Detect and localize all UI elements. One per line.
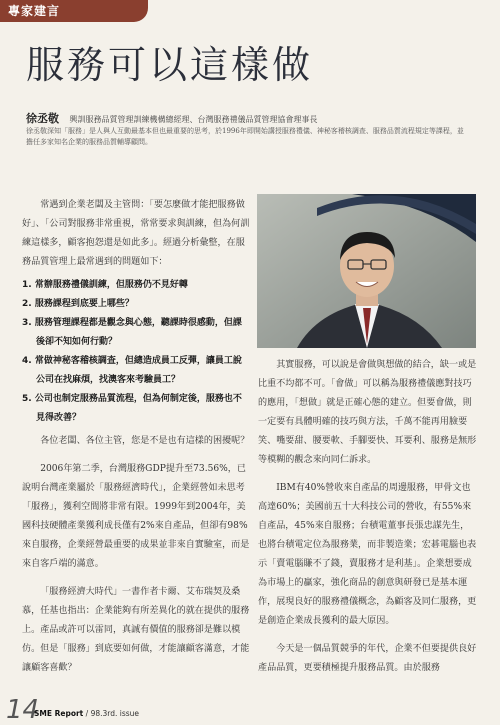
intro-paragraph: 常遇到企業老闆及主管問：「要怎麼做才能把服務做好」、「公司對服務非常重視，常常要求與訓練，但為何訓練這樣多，顧客抱怨還是如此多」。經過分析彙整，在服務品質管理上最常遇到的問題如下： bbox=[22, 200, 250, 267]
question-item-1: 1. 常辦服務禮儀訓練，但服務仍不見好轉 bbox=[22, 280, 188, 290]
page-footer bbox=[0, 695, 500, 725]
author-name: 徐丞敬 bbox=[26, 112, 59, 125]
body-paragraph-3: 「服務經濟大時代」一書作者卡爾、艾布瑞契及桑慕，任基也指出：企業能夠有所差異化的就在提供的服務上。產品或許可以雷同，真誠有價值的服務卻是難以模仿。但是「服務」到底要如何做，才能讓顧客滿意，才能讓顧客喜歡？ bbox=[22, 587, 250, 673]
question-item-3: 3. 服務管理課程都是觀念與心態，聽課時很感動，但課後卻不知如何行動？ bbox=[22, 318, 242, 347]
page-number: 14 bbox=[6, 695, 40, 725]
author-byline bbox=[26, 110, 480, 126]
issue-label bbox=[34, 709, 139, 718]
right-column bbox=[258, 356, 478, 678]
page-title: 服務可以這樣做 bbox=[26, 43, 314, 87]
section-tag: 專家建言 bbox=[0, 0, 148, 22]
question-item-5: 5. 公司也制定服務品質流程，但為何制定後，服務也不見得改善？ bbox=[22, 394, 242, 423]
right-paragraph-1: 其實服務，可以說是會做與想做的結合，缺一或是比重不均都不可。「會做」可以稱為服務禮儀應對技巧的應用，「想做」就是正確心態的建立。但要會做，則一定要有具體明確的技巧與方法，千萬不能再用臉要笑、嘴要甜、腰要軟、手腳要快、耳要利、服務是無形等模糊的觀念來向同仁訴求。 bbox=[258, 360, 477, 465]
right-paragraph-3: 今天是一個品質競爭的年代，企業不但要提供良好產品品質，更要積極提升服務品質。由於服務 bbox=[258, 644, 477, 673]
question-list bbox=[22, 276, 250, 428]
question-item-2: 2. 服務課程到底要上哪些？ bbox=[22, 299, 134, 309]
author-role: 興訓服務品質管理訓練機構總經理、台灣服務禮儀品質管理協會理事長 bbox=[69, 115, 318, 124]
portrait-illustration bbox=[257, 194, 476, 348]
left-column bbox=[22, 196, 250, 678]
issue-text: / 98.3rd. issue bbox=[85, 709, 140, 718]
author-photo bbox=[257, 194, 476, 348]
right-paragraph-2: IBM有40%營收來自產品的周邊服務，甲骨文也高達60%；美國前五十大科技公司的營收，有55%來自產品，45%來自服務；台積電董事長張忠謀先生，也將台積電定位為服務業，而非製造業；宏碁電腦也表示「賣電腦賺不了錢，賣服務才是利基」。企業想要成為市場上的贏家，強化商品的創意與研發已是基本運作，展現良好的服務禮儀概念，為顧客及同仁服務，更是創造企業成長獲利的最大原因。 bbox=[258, 483, 477, 626]
author-bio: 徐丞敬深知「服務」是人與人互動最基本但也最重要的思考，於1996年即開始講授服務禮儀、神秘客稽核調查、服務品質流程規定等課程，並擔任多家知名企業的服務品質輔導顧問。 bbox=[26, 127, 464, 146]
issue-brand: SME Report bbox=[34, 709, 84, 718]
question-item-4: 4. 常做神秘客稽核調查，但總造成員工反彈，讓員工說公司在找麻煩，找澳客來考驗員工？ bbox=[22, 356, 242, 385]
body-paragraph-2: 2006年第二季，台灣服務GDP提升至73.56%，已說明台灣產業屬於「服務經濟時代」，企業經營如未思考「服務」，獲利空間將非常有限。1999年到2004年，美國科技硬體產業獲利成長僅有2%來自產品，但卻有98%來自服務，企業經營最重要的成果並非來自實驗室，而是來自客戶端的滿意。 bbox=[22, 464, 250, 569]
body-paragraph-1: 各位老闆、各位主管，您是不是也有這樣的困擾呢？ bbox=[40, 436, 250, 446]
